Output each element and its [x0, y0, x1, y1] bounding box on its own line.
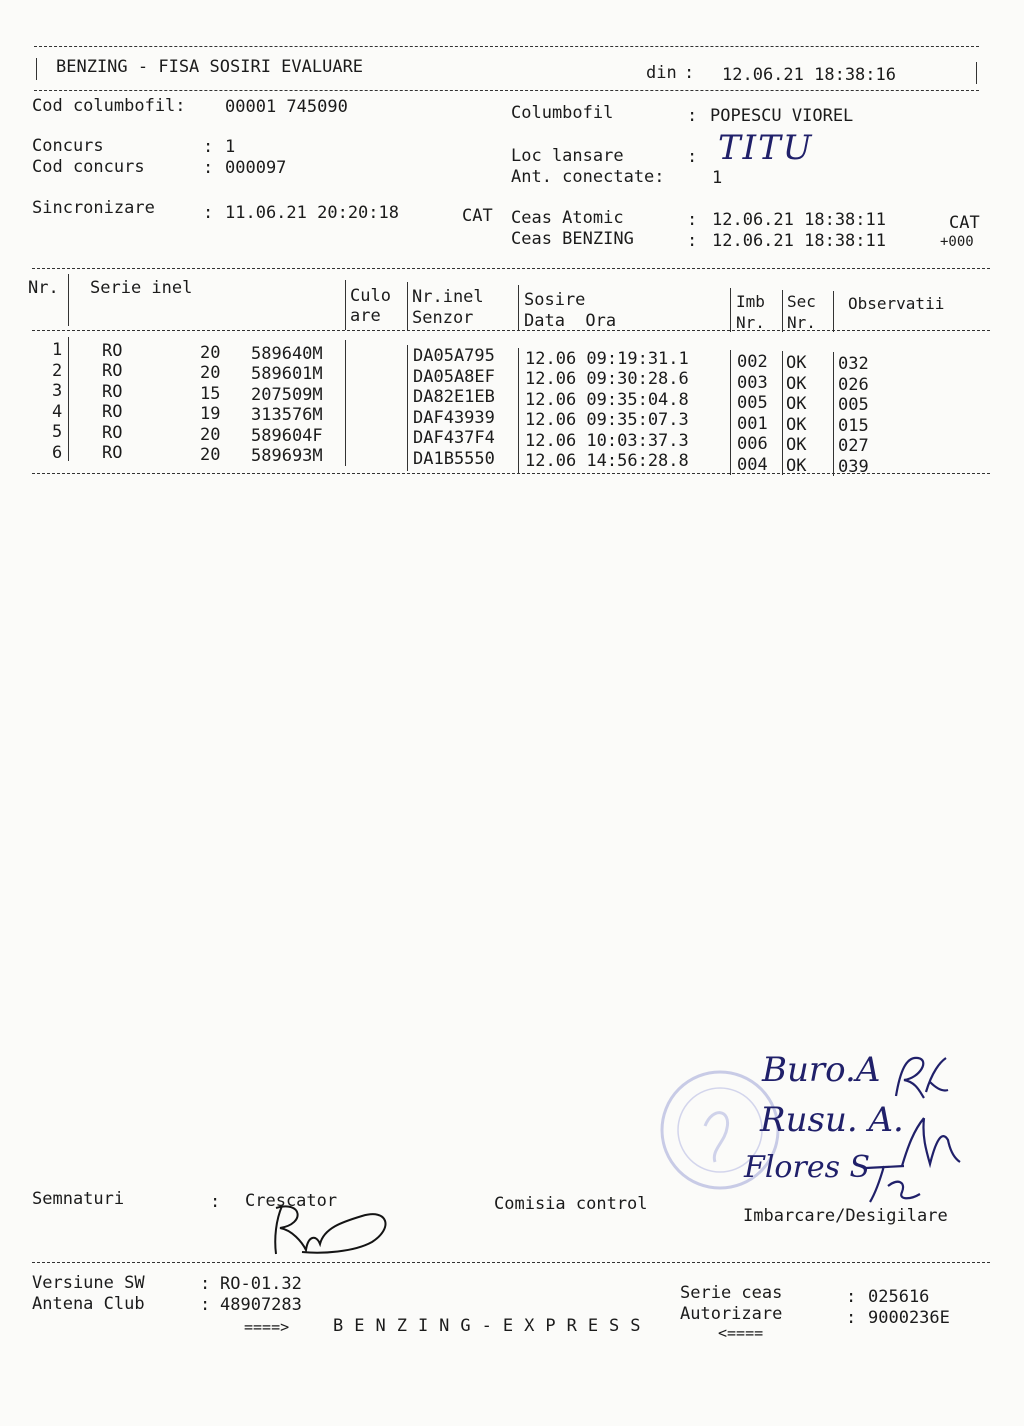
- row-ring-number: 589693M: [251, 446, 323, 467]
- row-nr: 3: [52, 381, 63, 401]
- row-ring-number: 589601M: [251, 364, 323, 385]
- row-country: RO: [102, 361, 123, 382]
- committee-initials-3: [862, 1160, 922, 1206]
- ceas-atomic-label: Ceas Atomic: [511, 208, 624, 228]
- row-observatii: 039: [838, 456, 869, 477]
- row-nr: 2: [52, 360, 63, 381]
- loc-lansare-value: TITU: [718, 128, 814, 168]
- row-year: 20: [200, 424, 221, 445]
- row-year: 15: [200, 383, 221, 404]
- committee-initials-1: [890, 1052, 950, 1102]
- row-ring-number: 589640M: [251, 343, 323, 364]
- committee-signature-3: Flores S: [744, 1150, 871, 1185]
- row-year: 20: [200, 363, 221, 384]
- serie-ceas-label: Serie ceas: [680, 1283, 783, 1303]
- row-country: RO: [102, 443, 123, 464]
- row-nr: 5: [52, 422, 63, 442]
- antena-club-label: Antena Club: [32, 1294, 145, 1314]
- row-imb-nr: 001: [737, 413, 768, 434]
- row-arrival-time: 12.06 14:56:28.8: [525, 451, 689, 471]
- col-header-nrinel-2: Senzor: [412, 308, 474, 328]
- crescator-label: Crescator: [245, 1191, 338, 1211]
- col-header-culoare-2: are: [350, 306, 381, 326]
- row-year: 20: [200, 342, 221, 363]
- row-sensor-ring: DA1B5550: [413, 448, 495, 469]
- row-ring-number: 313576M: [251, 405, 323, 426]
- comisia-control-label: Comisia control: [494, 1194, 648, 1214]
- ant-conectate-value: 1: [712, 168, 723, 188]
- row-arrival-time: 12.06 10:03:37.3: [525, 430, 689, 451]
- ceas-atomic-suffix: CAT: [949, 213, 980, 233]
- brand-arrow-right: <====: [718, 1324, 764, 1342]
- row-sensor-ring: DAF43939: [413, 407, 495, 428]
- header-right-border: [976, 62, 977, 84]
- col-header-serie: Serie inel: [90, 278, 193, 298]
- committee-signature-2: Rusu. A.: [760, 1100, 904, 1140]
- cod-columbofil-label: Cod columbofil:: [32, 96, 186, 116]
- header-left-border: [36, 58, 37, 80]
- col-header-observatii: Observatii: [848, 294, 945, 313]
- sincronizare-label: Sincronizare: [32, 198, 155, 218]
- header-top-border: [34, 46, 979, 47]
- col-header-sosire-1: Sosire: [524, 290, 586, 310]
- date-label: din: [646, 63, 677, 83]
- date-value: 12.06.21 18:38:16: [722, 65, 896, 85]
- concurs-label: Concurs: [32, 136, 104, 156]
- col-header-nrinel-1: Nr.inel: [412, 287, 484, 307]
- row-arrival-time: 12.06 09:30:28.6: [525, 369, 689, 389]
- row-imb-nr: 002: [737, 352, 768, 373]
- row-country: RO: [102, 402, 123, 423]
- row-nr: 4: [52, 401, 63, 422]
- col-header-imb-2: Nr.: [736, 313, 765, 332]
- ceas-benzing-value: 12.06.21 18:38:11: [712, 231, 886, 251]
- row-imb-nr: 004: [737, 454, 768, 475]
- row-ring-number: 207509M: [251, 384, 323, 405]
- row-sec-nr: OK: [786, 414, 807, 435]
- versiune-sw-value: RO-01.32: [220, 1274, 302, 1294]
- row-observatii: 032: [838, 354, 869, 375]
- row-sec-nr: OK: [786, 353, 807, 374]
- committee-signature-1: Buro.A: [762, 1050, 881, 1090]
- row-nr: 1: [52, 340, 63, 360]
- ceas-benzing-suffix: +000: [940, 234, 974, 250]
- row-observatii: 026: [838, 374, 869, 395]
- cod-columbofil-value: 00001 745090: [225, 97, 348, 117]
- ant-conectate-label: Ant. conectate:: [511, 167, 665, 187]
- brand-name: BENZING-EXPRESS: [333, 1316, 652, 1336]
- row-nr: 6: [52, 442, 63, 463]
- row-sec-nr: OK: [786, 435, 807, 456]
- row-observatii: 015: [838, 415, 869, 436]
- header-bottom-border: [34, 90, 979, 91]
- document-title: BENZING - FISA SOSIRI EVALUARE: [56, 57, 364, 77]
- table-header-border: [32, 330, 990, 331]
- row-arrival-time: 12.06 09:19:31.1: [525, 348, 689, 369]
- brand-arrow-left: ====>: [244, 1318, 290, 1336]
- row-arrival-time: 12.06 09:35:07.3: [525, 410, 689, 430]
- row-imb-nr: 006: [737, 434, 768, 455]
- col-header-nr: Nr.: [28, 278, 59, 298]
- row-arrival-time: 12.06 09:35:04.8: [525, 389, 689, 410]
- row-sec-nr: OK: [786, 394, 807, 415]
- ceas-benzing-label: Ceas BENZING: [511, 229, 634, 249]
- col-header-sec-1: Sec: [787, 292, 816, 311]
- cod-concurs-value: 000097: [225, 158, 287, 178]
- row-year: 19: [200, 404, 221, 425]
- sincronizare-value: 11.06.21 20:20:18: [225, 203, 399, 223]
- table-top-border: [32, 268, 990, 269]
- autorizare-label: Autorizare: [680, 1304, 783, 1324]
- row-sensor-ring: DA82E1EB: [413, 387, 495, 408]
- col-header-culoare-1: Culo: [350, 286, 391, 306]
- versiune-sw-label: Versiune SW: [32, 1273, 145, 1293]
- col-header-sec-2: Nr.: [787, 313, 816, 332]
- col-header-imb-1: Imb: [736, 292, 765, 311]
- columbofil-label: Columbofil: [511, 103, 614, 123]
- semnaturi-label: Semnaturi: [32, 1189, 125, 1209]
- row-sensor-ring: DAF437F4: [413, 428, 495, 449]
- row-ring-number: 589604F: [251, 425, 323, 446]
- row-country: RO: [102, 422, 123, 443]
- cod-concurs-label: Cod concurs: [32, 157, 145, 177]
- columbofil-value: POPESCU VIOREL: [710, 106, 854, 126]
- row-country: RO: [102, 381, 123, 402]
- row-year: 20: [200, 445, 221, 466]
- ceas-atomic-value: 12.06.21 18:38:11: [712, 210, 886, 230]
- row-imb-nr: 003: [737, 372, 768, 393]
- row-imb-nr: 005: [737, 393, 768, 414]
- row-sec-nr: OK: [786, 373, 807, 394]
- footer-separator: [32, 1262, 990, 1263]
- antena-club-value: 48907283: [220, 1295, 302, 1315]
- autorizare-value: 9000236E: [868, 1308, 950, 1328]
- evaluation-sheet: BENZING - FISA SOSIRI EVALUARE din : 12.06.21 18:38:16 Cod columbofil: 00001 745090 Columbofil : POPESCU VIOREL Concurs : 1 Cod concurs : 000097 Loc lansare : TITU Ant. conectate: 1 Sincronizare : 11.06.21 20:20:18 CAT Ceas Atomic : 12.06.21 18:38:11 CAT Ceas BENZING : 12.06.21 18:38:11 +000 Nr. Serie inel Culo are Nr.inel Senzor Sosire Data Ora Imb Nr. Sec Nr. Observatii 1 RO 20 589640M DA05A795 12.06 09:19:31.1 002 OK 032 2 RO 20 589601M DA05A8EF 12.06 09:30:28.6 003 OK 026 3 RO 15 207509M DA82E1EB 12.06 09:35:04.8 005 OK 005 4 RO 19 313576M DAF43939 12.06 09:35:07.3 001 OK 015 5 RO 20 589604F DAF437F4 12.06 10:03:37.3 006 OK 027 6 RO 20 589693M DA1B5550 12.06 14:56:28.8 004 OK 039 Semnaturi : Crescator Comisia control Imbarcare/Desigilare Buro.A Rusu. A. Flores S Versiune SW : RO-01.32 Antena Club : 48907283 Serie ceas : 025616 Autorizare : 9000236E ====> BENZING-EXPRESS <====: [0, 0, 1024, 1426]
- row-sensor-ring: DA05A8EF: [413, 366, 495, 387]
- row-country: RO: [102, 340, 123, 361]
- loc-lansare-label: Loc lansare: [511, 146, 624, 166]
- sincronizare-suffix: CAT: [462, 206, 493, 226]
- serie-ceas-value: 025616: [868, 1287, 930, 1307]
- imbarcare-desigilare-label: Imbarcare/Desigilare: [743, 1206, 948, 1226]
- row-observatii: 027: [838, 436, 869, 457]
- row-sec-nr: OK: [786, 455, 807, 476]
- concurs-value: 1: [225, 137, 236, 157]
- row-sensor-ring: DA05A795: [413, 346, 495, 367]
- breeder-signature: [262, 1198, 402, 1260]
- row-observatii: 005: [838, 395, 869, 416]
- col-header-sosire-2: Data Ora: [524, 311, 617, 331]
